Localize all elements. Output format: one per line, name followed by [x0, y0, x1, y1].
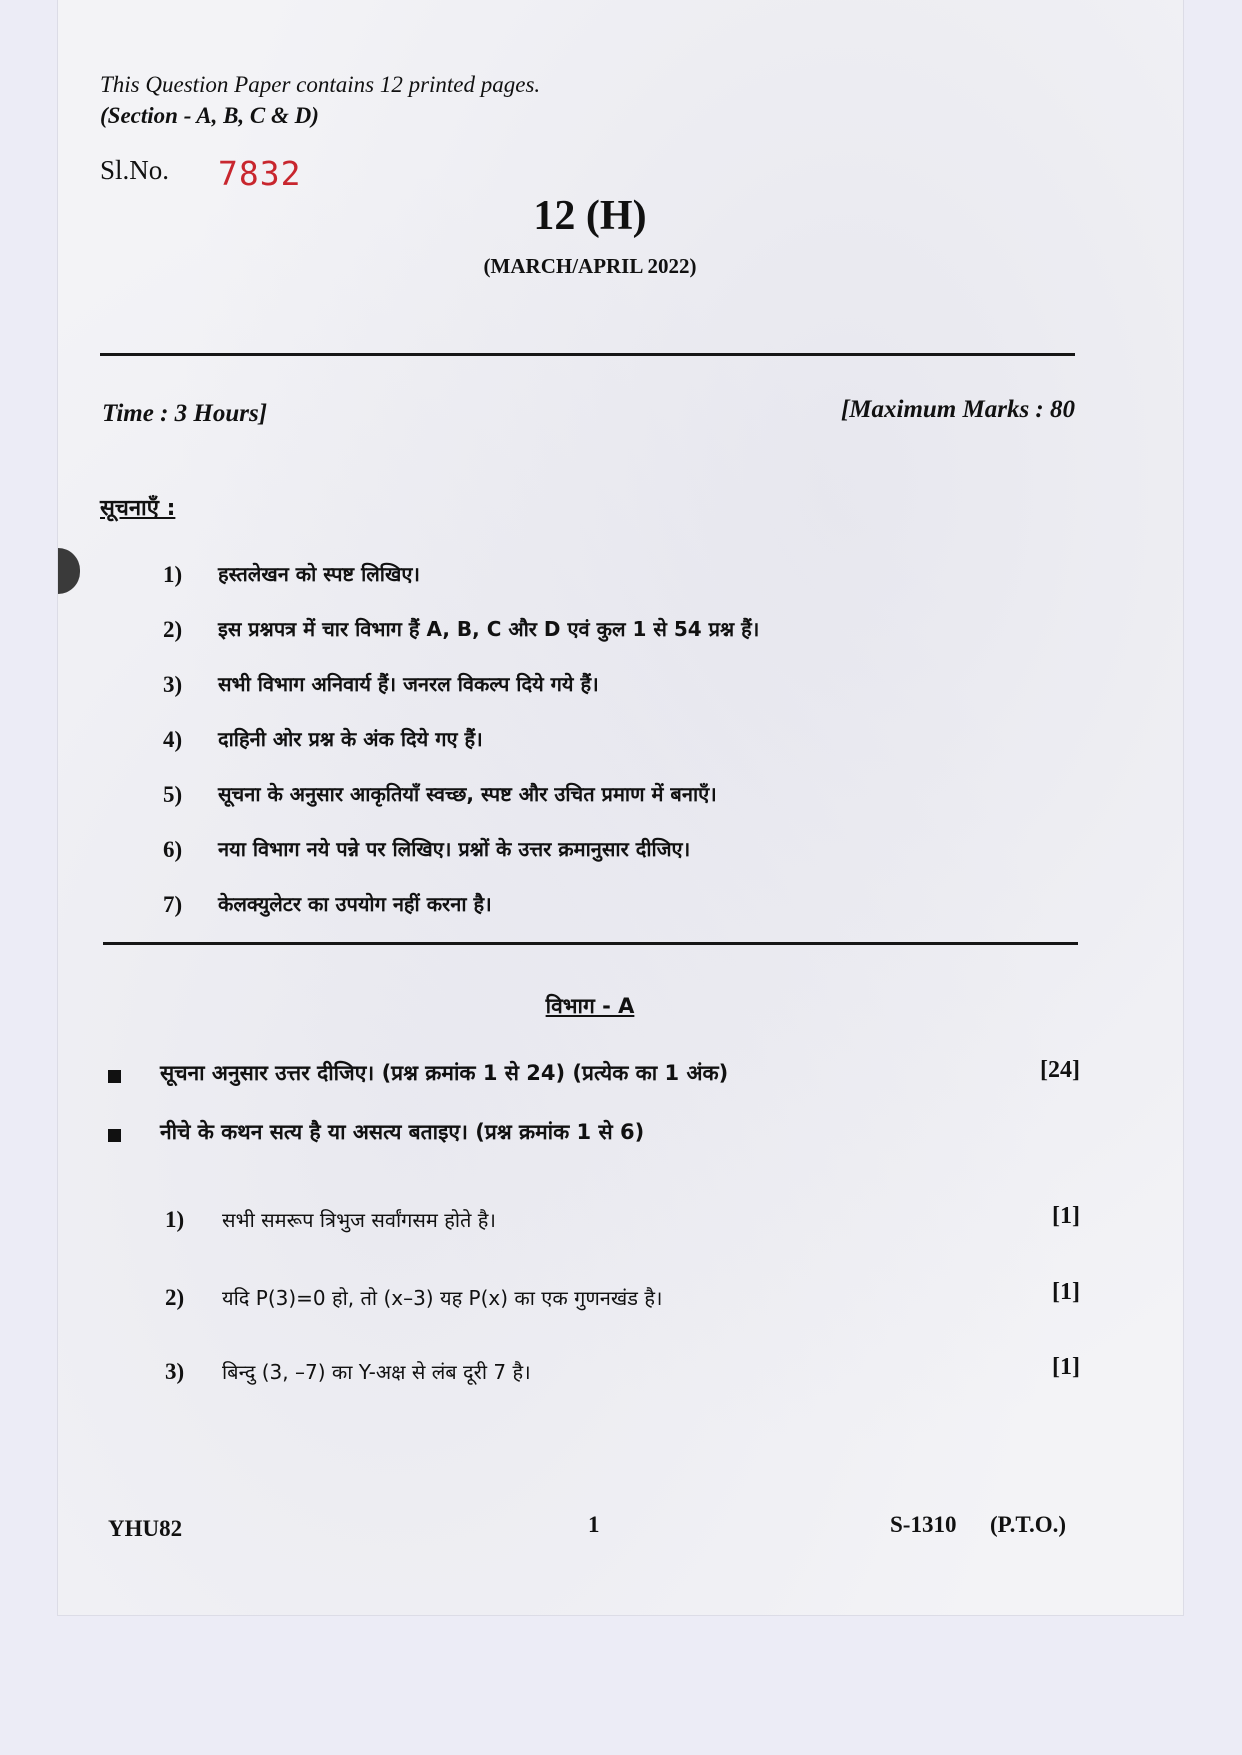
pages-info: This Question Paper contains 12 printed pages. — [100, 72, 541, 97]
exam-session: (MARCH/APRIL 2022) — [483, 254, 697, 278]
true-false-directive: नीचे के कथन सत्य है या असत्य बताइए। (प्रश्न क्रमांक 1 से 6) — [160, 1120, 645, 1144]
square-bullet-icon — [108, 1070, 121, 1083]
maximum-marks: [Maximum Marks : 80 — [840, 396, 1075, 423]
serial-label: Sl.No. — [100, 155, 170, 185]
question-marks: [1] — [1052, 1203, 1080, 1229]
please-turn-over: (P.T.O.) — [990, 1512, 1067, 1537]
instructions-heading: सूचनाएँ : — [100, 496, 176, 521]
series-code: S-1310 — [890, 1512, 957, 1537]
question-marks: [1] — [1052, 1354, 1080, 1380]
question-text: सभी समरूप त्रिभुज सर्वांगसम होते है। — [222, 1208, 497, 1232]
question-number: 2) — [165, 1285, 185, 1310]
question-number: 1) — [165, 1207, 185, 1232]
section-a-total-marks: [24] — [1040, 1057, 1080, 1083]
serial-number: 7832 — [218, 154, 302, 193]
question-text: यदि P(3)=0 हो, तो (x–3) यह P(x) का एक गुणनखंड है। — [222, 1286, 663, 1310]
instruction-number: 7) — [163, 892, 183, 917]
paper-code: YHU82 — [108, 1516, 183, 1541]
instruction-text: दाहिनी ओर प्रश्न के अंक दिये गए हैं। — [218, 727, 483, 751]
time-allowed: Time : 3 Hours] — [102, 400, 268, 427]
question-text: बिन्दु (3, –7) का Y-अक्ष से लंब दूरी 7 है। — [222, 1360, 531, 1384]
instruction-number: 1) — [163, 562, 183, 587]
instruction-text: नया विभाग नये पन्ने पर लिखिए। प्रश्नों के उत्तर क्रमानुसार दीजिए। — [218, 837, 691, 861]
sections-info: (Section - A, B, C & D) — [100, 103, 319, 128]
divider-bottom — [103, 942, 1078, 945]
instruction-number: 4) — [163, 727, 183, 752]
instruction-number: 6) — [163, 837, 183, 862]
instruction-number: 3) — [163, 672, 183, 697]
instruction-text: सूचना के अनुसार आकृतियाँ स्वच्छ, स्पष्ट और उचित प्रमाण में बनाएँ। — [218, 782, 717, 806]
divider-top — [100, 353, 1075, 356]
instruction-text: इस प्रश्नपत्र में चार विभाग हैं A, B, C और D एवं कुल 1 से 54 प्रश्न हैं। — [218, 617, 760, 641]
instruction-number: 2) — [163, 617, 183, 642]
instruction-text: सभी विभाग अनिवार्य हैं। जनरल विकल्प दिये गये हैं। — [218, 672, 599, 696]
section-a-heading: विभाग - A — [545, 994, 635, 1018]
question-marks: [1] — [1052, 1279, 1080, 1305]
instruction-number: 5) — [163, 782, 183, 807]
section-a-directive: सूचना अनुसार उत्तर दीजिए। (प्रश्न क्रमांक 1 से 24) (प्रत्येक का 1 अंक) — [160, 1061, 729, 1085]
page-number: 1 — [588, 1512, 600, 1537]
class-title: 12 (H) — [533, 193, 647, 239]
instruction-text: केलक्युलेटर का उपयोग नहीं करना है। — [218, 892, 492, 916]
square-bullet-icon — [108, 1129, 121, 1142]
question-number: 3) — [165, 1359, 185, 1384]
instruction-text: हस्तलेखन को स्पष्ट लिखिए। — [218, 562, 420, 586]
